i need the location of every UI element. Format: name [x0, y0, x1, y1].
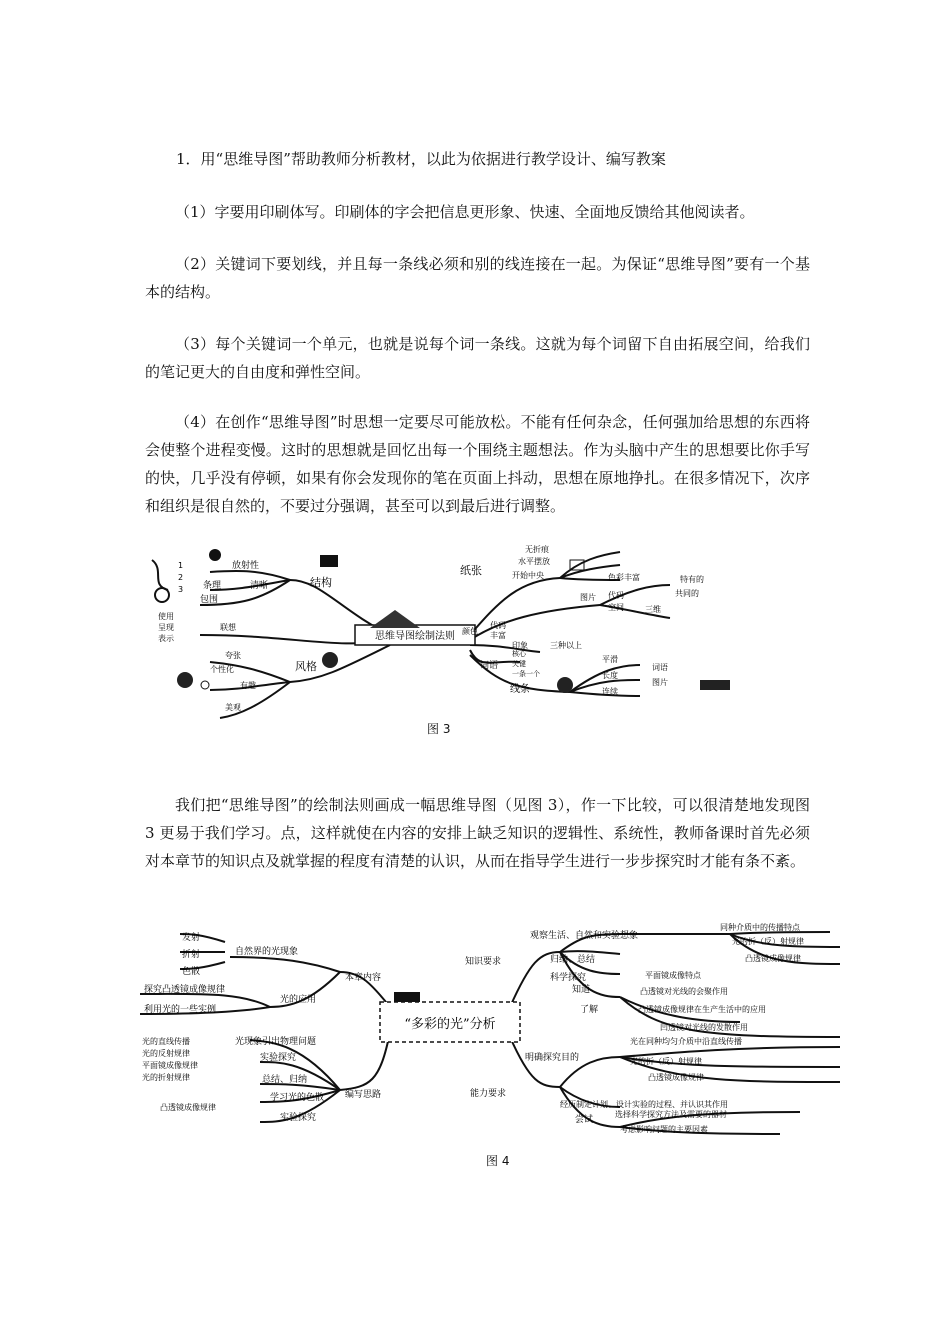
fig3-rich-label: 丰富	[490, 631, 506, 640]
fig4-know-leaf-7: 凹透镜对光线的发散作用	[660, 1023, 748, 1032]
bomb-icon	[209, 549, 221, 561]
fig3-smooth-label: 平滑	[602, 655, 618, 664]
fig4-ability-leaf-4: 选择科学探究方法及需要的器材	[615, 1110, 727, 1119]
fig3-present-label: 呈现	[158, 623, 174, 632]
group-icon	[322, 652, 338, 668]
fig4-write-leaf-2: 光的反射规律	[142, 1049, 190, 1058]
fig4-write-label: 编写思路	[345, 1090, 382, 1100]
fig3-start-center-label: 开始中央	[512, 571, 544, 580]
fig4-light-examples-label: 利用光的一些实例	[144, 1005, 217, 1015]
fig4-know-item-2: 归纳、总结	[550, 955, 596, 965]
fig3-space-label: 空间	[608, 603, 624, 612]
fig4-know-leaf-3: 凸透镜成像规律	[745, 954, 801, 963]
fig4-know-leaf-6: 凸透镜成像规律在生产生活中的应用	[638, 1005, 766, 1014]
fig4-write-item-2: 实验探究	[260, 1053, 297, 1063]
fig4-write-leaf-1: 光的直线传播	[142, 1037, 190, 1046]
flower-icon	[201, 681, 209, 689]
mind-map-figure-4	[140, 922, 870, 1142]
fig4-natural-light-label: 自然界的光现象	[235, 947, 299, 957]
figure-4-caption: 图 4	[486, 1154, 510, 1168]
fig4-reflect-label: 发射	[182, 933, 201, 943]
rule-paragraph-2: （2）关键词下要划线，并且每一条线必须和别的线连接在一起。为保证“思维导图”要有一个基本的结构。	[145, 255, 810, 301]
org-chart-icon	[320, 555, 338, 567]
fig4-ability-item-2: 经历制定计划、设计实验的过程、并认识其作用	[560, 1100, 728, 1109]
fig3-exaggerate-label: 夸张	[225, 651, 241, 660]
fig4-write-item-5: 实验探究	[280, 1113, 317, 1123]
fig3-no-crease-label: 无折痕	[525, 545, 549, 554]
fig3-enclose-label: 包围	[200, 595, 219, 605]
fig4-ability-label: 能力要求	[470, 1089, 507, 1099]
figure-3-caption: 图 3	[427, 722, 451, 736]
fig4-know-label: 知识要求	[465, 957, 502, 967]
fig3-order-label: 条理	[203, 581, 222, 591]
fig3-use-label: 使用	[158, 612, 174, 621]
music-note-icon	[152, 560, 168, 590]
fig3-core-label: 核心	[512, 650, 526, 658]
fig3-personal-label: 个性化	[210, 665, 234, 674]
fig4-know-leaf-4: 平面镜成像特点	[645, 971, 701, 980]
fig3-num-2: 2	[178, 573, 184, 582]
train-icon	[700, 680, 730, 690]
fig3-center-label: 思维导图绘制法则	[375, 631, 455, 642]
fig4-write-leaf-4: 光的折射规律	[142, 1073, 190, 1082]
heading-item-1: 1．用“思维导图”帮助教师分析教材，以此为依据进行教学设计、编写教案	[176, 150, 666, 168]
rule-paragraph-4: （4）在创作“思维导图”时思想一定要尽可能放松。不能有任何杂念，任何强加给思想的东西将会使整个进程变慢。这时的思想就是回忆出每一个围绕主题想法。作为头脑中产生的思想要比你手写的快，几乎没有停顿，如果有你会发现你的笔在页面上抖动，思想在原地挣扎。在很多情况下，次序和组织是很自然的，不要过分强调，甚至可以到最后进行调整。	[145, 413, 810, 515]
fig3-lines-label: 线条	[510, 684, 530, 695]
fig3-code-label: 代码	[608, 591, 624, 600]
fig3-structure-label: 结构	[310, 576, 332, 589]
fig3-key-label: 关键	[512, 660, 526, 668]
fig4-write-leaf-3: 平面镜成像规律	[142, 1061, 198, 1070]
fig4-write-leaf-5: 凸透镜成像规律	[160, 1103, 216, 1112]
rule-paragraph-3: （3）每个关键词一个单元，也就是说每个词一条线。这就为每个词留下自由拓展空间，给我们的笔记更大的自由度和弹性空间。	[145, 335, 810, 381]
mind-map-figure-3	[140, 540, 740, 740]
summary-paragraph: 我们把“思维导图”的绘制法则画成一幅思维导图（见图 3），作一下比较，可以很清楚地发现图 3 更易于我们学习。点，这样就使在内容的安排上缺乏知识的逻辑性、系统性，教师备课时首先必须对本章节的知识点及就掌握的程度有清楚的认识，从而在指导学生进行一步步探究时才能有条不紊。	[145, 796, 810, 870]
fig4-know-item-1: 观察生活、自然和实验想象	[530, 931, 639, 941]
fig4-explore-lens-label: 探究凸透镜成像规律	[144, 985, 226, 995]
fig3-picture2-label: 图片	[652, 678, 668, 687]
fig3-3d-label: 三维	[645, 605, 661, 614]
fig4-disperse-label: 色散	[182, 967, 201, 977]
fig4-ability-item-1: 明确探究目的	[525, 1053, 580, 1063]
fig4-ability-leaf-5: 考虑影响问题的主要因素	[620, 1125, 708, 1134]
fig3-beauty-label: 美观	[225, 703, 241, 712]
fig3-code2-label: 代码	[490, 621, 506, 630]
fig3-num-3: 3	[178, 585, 184, 594]
fig3-paper-label: 纸张	[460, 564, 482, 577]
fig3-length-label: 长度	[602, 671, 618, 680]
fig4-ability-leaf-3: 凸透镜成像规律	[648, 1073, 704, 1082]
fig4-know-item-5: 了解	[580, 1005, 599, 1015]
fig3-three-plus-label: 三种以上	[550, 641, 582, 650]
fig4-write-item-1: 光现象引出物理问题	[235, 1037, 317, 1047]
fig3-color-label: 颜色	[462, 627, 478, 636]
fig3-horizontal-label: 水平摆放	[518, 557, 550, 566]
fig4-write-item-4: 学习光的色散	[270, 1093, 325, 1103]
fig3-one-each-label: 一条一个	[512, 670, 540, 678]
fig3-continuous-label: 连续	[602, 687, 618, 696]
fig4-know-leaf-2: 光的折（反）射规律	[732, 937, 804, 946]
fig4-light-use-label: 光的应用	[280, 995, 317, 1005]
fig3-common-label: 共同的	[675, 589, 699, 598]
fig3-fun-label: 有趣	[240, 681, 256, 690]
rule-paragraph-1: （1）字要用印刷体写。印刷体的字会把信息更形象、快速、全面地反馈给其他阅读者。	[175, 203, 755, 221]
fig4-know-item-3: 科学探究	[550, 973, 587, 983]
fig4-bench-label: 本章内容	[345, 973, 382, 983]
person-icon	[177, 672, 193, 688]
fig4-ability-item-3: 尝试	[575, 1115, 594, 1125]
fig3-num-1: 1	[178, 561, 184, 570]
fig3-associate-label: 联想	[220, 623, 236, 632]
fig3-picture-label: 图片	[580, 593, 596, 602]
fig4-ability-leaf-2: 光的折（反）射规律	[630, 1057, 702, 1066]
book-icon	[394, 992, 420, 1002]
fig4-ability-leaf-1: 光在同种均匀介质中沿直线传播	[630, 1037, 742, 1046]
fig4-center-label: “多彩的光”分析	[404, 1017, 496, 1032]
fig4-know-item-4: 知道	[572, 985, 591, 995]
center-illustration-icon	[370, 610, 420, 628]
fig4-know-leaf-1: 同种介质中的传播特点	[720, 923, 800, 932]
fig3-radial-label: 放射性	[232, 561, 260, 571]
fig3-words2-label: 词语	[652, 663, 668, 672]
ink-blob-icon	[557, 677, 573, 693]
fig3-unique-label: 特有的	[680, 575, 704, 584]
fig3-rich-color-label: 色彩丰富	[608, 573, 640, 582]
fig4-know-leaf-5: 凸透镜对光线的会聚作用	[640, 987, 728, 996]
fig3-impression-label: 印象	[512, 641, 528, 650]
fig3-clear-label: 清晰	[250, 581, 269, 591]
fig4-refract-label: 折射	[182, 950, 201, 960]
fig4-write-item-3: 总结、归纳	[262, 1075, 308, 1085]
fig3-words-label: 词语	[480, 661, 499, 671]
fig3-express-label: 表示	[158, 634, 174, 643]
fig3-style-label: 风格	[295, 660, 317, 673]
